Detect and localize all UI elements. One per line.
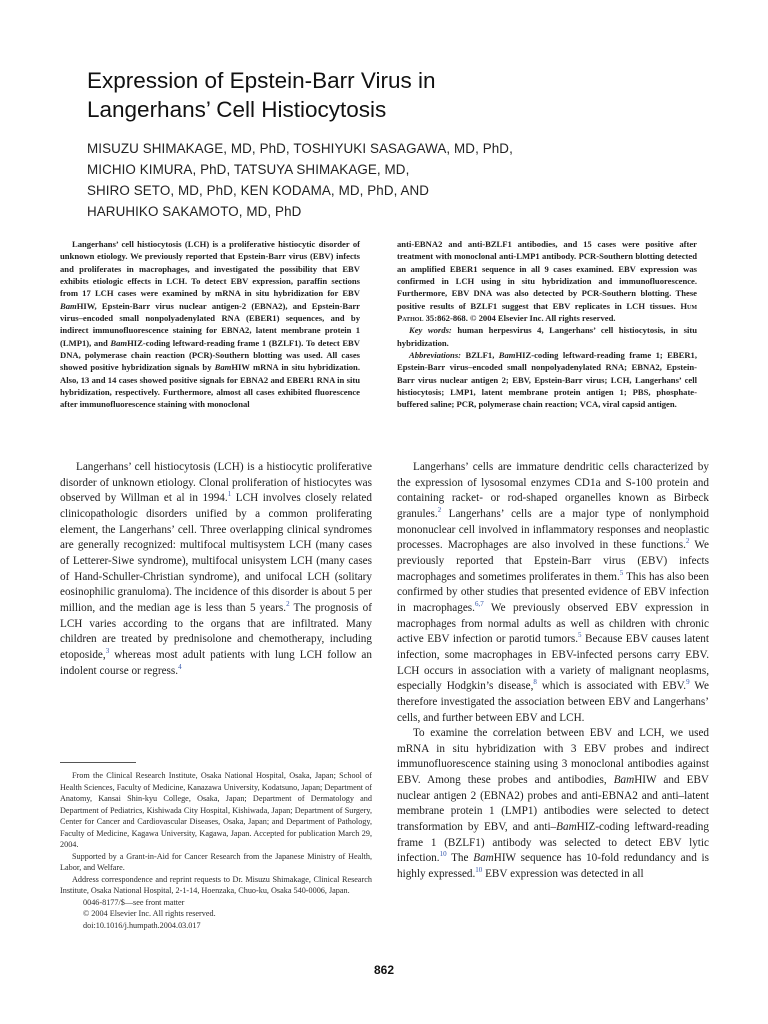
body-italic: Bam [556, 821, 577, 834]
author-line: SHIRO SETO, MD, PhD, KEN KODAMA, MD, PhD, AND [87, 183, 430, 198]
journal-reference: Hum Pathol [397, 300, 697, 324]
title-line-2: Langerhans’ Cell Histiocytosis [87, 97, 387, 122]
abstract-text: HIW mRNA in situ hybridization. Also, 13 and 14 cases showed positive signals for EBNA2 and EBER1 RNA in situ hybridization, respectively. Furthermore, almost all cases exhibited fluorescence after immunofluorescence staining with monoclonal [60, 362, 360, 410]
abstract-text: HIW, Epstein-Barr virus nuclear antigen-2 (EBNA2), and Epstein-Barr virus–encoded small nonpolyadenylated RNA (EBER1) sequences, and by indirect immunofluorescence staining for EBNA2, latent membrane protein 1 (LMP1), and [60, 300, 360, 348]
body-column-left [60, 460, 372, 679]
keywords-label: Key words: [409, 325, 452, 336]
body-text: HIW and EBV nuclear antigen 2 (EBNA2) probes and anti-EBNA2 and anti–latent membrane protein 1 (LMP1) antibodies were selected to detect transformation by EBV, and anti– [397, 774, 709, 834]
body-text: We therefore investigated the association between EBV and Langerhans’ cells, and further between EBV and LCH. [397, 680, 709, 724]
abbreviations-text: HIZ-coding leftward-reading frame 1; EBER1, Epstein-Barr virus–encoded small nonpolyadenylated RNA; EBNA2, Epstein-Barr virus nuclear antigen 2; EBV, Epstein-Barr virus; LCH, Langerhans’ cell histiocytosis; LMP1, latent membrane protein antigen 1; PBS, phosphate-buffered saline; PCR, polymerase chain reaction; VCA, viral capsid antigen. [397, 350, 698, 410]
body-text: Langerhans’ cells are a major type of nonlymphoid mononuclear cell involved in inflammatory responses and neoplastic processes. Macrophages are also involved in these functions. [397, 507, 709, 552]
body-paragraph [397, 460, 709, 726]
author-list [87, 138, 707, 222]
abstract-text: Langerhans’ cell histiocytosis (LCH) is a proliferative histiocytic disorder of unknown etiology. We previously reported that Epstein-Barr virus (EBV) infects and proliferates in macrophages, and investigated the possibility that EBV exhibits etiologic effects in LCH. To detect EBV expression, paraffin sections from 17 LCH cases were examined by mRNA in situ hybridization for EBV [60, 239, 360, 299]
keywords [397, 324, 697, 349]
footnote-block [60, 770, 372, 931]
body-text: HIZ-coding leftward-reading frame 1 (BZLF1) antibody was selected to detect EBV lytic infection. [397, 821, 709, 865]
doi-link[interactable]: doi:10.1016/j.humpath.2004.03.017 [83, 920, 201, 930]
reference-link[interactable]: 6,7 [474, 599, 484, 608]
abstract-italic: Bam [110, 337, 128, 348]
keywords-text: human herpesvirus 4, Langerhans’ cell histiocytosis, in situ hybridization. [397, 325, 697, 348]
body-text: To examine the correlation between EBV and LCH, we used mRNA in situ hybridization with 3 EBV probes and indirect immunofluorescence staining using 3 monoclonal antibodies against EBV. Among these probes and antibodies, [397, 727, 709, 787]
reference-link[interactable]: 2 [286, 599, 290, 608]
author-line: HARUHIKO SAKAMOTO, MD, PhD [87, 204, 302, 219]
affiliation-note: From the Clinical Research Institute, Osaka National Hospital, Osaka, Japan; School of Health Sciences, Faculty of Medicine, Kanazawa University, Kodatsuno, Japan; Department of Anatomy, Kansai Shin-kyu College, Osaka, Japan; Department of Dermatology and Department of Pediatrics, Kishiwada City Hospital, Kishiwada, Japan; Department of Surgery, Center for Cancer and Cardiovascular Diseases, Osaka, Japan; and Department of Pathology, Faculty of Medicine, Kagawa University, Kagawa, Japan. Accepted for publication March 29, 2004. [60, 771, 372, 849]
abstract-italic: Bam [60, 300, 77, 311]
reference-link[interactable]: 3 [105, 646, 110, 655]
copyright-note: © 2004 Elsevier Inc. All rights reserved. [83, 909, 216, 918]
body-text: Langerhans’ cell histiocytosis (LCH) is a histiocytic proliferative disorder of unknown etiology. Clonal proliferation of histiocytes was observed by Willman et al in 1994. [60, 461, 372, 505]
footnote-divider [60, 762, 136, 763]
author-line: MICHIO KIMURA, PhD, TATSUYA SHIMAKAGE, MD, [87, 162, 410, 177]
body-paragraph [60, 460, 372, 679]
title-line-1: Expression of Epstein-Barr Virus in [87, 68, 436, 93]
body-column-right [397, 460, 709, 883]
abbreviations [397, 349, 697, 411]
body-italic: Bam [613, 774, 635, 787]
correspondence-note: Address correspondence and reprint requests to Dr. Misuzu Shimakage, Clinical Research Institute, Osaka National Hospital, 2-1-14, Hoenzaka, Chuo-ku, Osaka 540-0006, Japan. [60, 874, 372, 895]
reference-link[interactable]: 2 [437, 505, 442, 514]
body-text: LCH involves closely related clinicopathologic disorders unified by a common proliferating element, the Langerhans’ cell. Three overlapping clinical syndromes are generally recognized: multifocal multisystem LCH (many cases of Letterer-Siwe syndrome), multifocal unisystem LCH (many cases of Hand-Schuller-Christian syndrome), and unifocal LCH (solitary eosinophilic granuloma). The incidence of this disorder is about 5 per million, and the median age is less than 5 years. [60, 492, 372, 614]
body-text: This has also been confirmed by other studies that presented evidence of EBV infection in macrophages. [397, 570, 709, 614]
abstract-paragraph [60, 238, 360, 411]
reference-link[interactable]: 9 [686, 678, 690, 687]
reference-link[interactable]: 10 [439, 850, 447, 859]
body-paragraph [397, 726, 709, 883]
body-text: which is associated with EBV. [536, 680, 687, 693]
abstract-paragraph [397, 238, 697, 324]
reference-link[interactable]: 5 [578, 631, 582, 640]
body-text: The [446, 852, 474, 865]
body-text: Langerhans’ cells are immature dendritic cells characterized by the expression of lysosomal enzymes CD1a and S-100 protein and containing racket- or rod-shaped organelles known as Birbeck granules. [397, 461, 709, 520]
abstract-text: HIZ-coding leftward-reading frame 1 (BZLF1). To detect EBV DNA, polymerase chain reaction (PCR)-Southern blotting was used. All cases showed positive hybridization signals by [60, 337, 360, 373]
reference-link[interactable]: 1 [227, 490, 232, 499]
body-text: We previously observed EBV expression in macrophages from normal adults as well as children with chronic active EBV infection or parotid tumors. [397, 601, 709, 646]
abbreviations-label: Abbreviations: [409, 350, 462, 361]
grant-note: Supported by a Grant-in-Aid for Cancer Research from the Japanese Ministry of Health, Labor, and Welfare. [60, 851, 372, 872]
body-text: HIW sequence has 10-fold redundancy and is highly expressed. [397, 852, 709, 881]
body-text: whereas most adult patients with lung LCH follow an indolent course or regress. [60, 648, 372, 677]
reference-link[interactable]: 5 [619, 568, 624, 577]
author-line: MISUZU SHIMAKAGE, MD, PhD, TOSHIYUKI SASAGAWA, MD, PhD, [87, 141, 513, 156]
abbreviations-text: BZLF1, [461, 350, 499, 361]
body-italic: Bam [473, 852, 494, 865]
abstract-column-right [397, 238, 697, 411]
abstract-text: 35:862-868. © 2004 Elsevier Inc. All rights reserved. [423, 313, 616, 324]
body-text: We previously reported that Epstein-Barr virus (EBV) infects macrophages and sometimes proliferates in them. [397, 539, 709, 583]
body-text: Because EBV causes latent infection, some macrophages in EBV-infected persons carry EBV. LCH occurs in association with a variety of malignant neoplasms, especially Hodgkin’s disease, [397, 633, 709, 693]
abstract-text: anti-EBNA2 and anti-BZLF1 antibodies, and 15 cases were positive after treatment with monoclonal anti-LMP1 antibody. PCR-Southern blotting detected an amplified EBER1 sequence in all 9 cases examined. EBV expression was confirmed in LCH using in situ hybridization and immunofluorescence. Furthermore, EBV DNA was also detected by PCR-Southern blotting. These positive results of BZLF1 suggest that EBV replicates in LCH tissues. [397, 239, 697, 311]
reference-link[interactable]: 4 [178, 662, 182, 671]
page-number: 862 [373, 963, 395, 977]
article-title [87, 66, 707, 124]
body-text: EBV expression was detected in all [482, 868, 644, 881]
reference-link[interactable]: 8 [533, 678, 537, 687]
body-text: The prognosis of LCH varies according to the organs that are infiltrated. Many children are treated by prednisolone and chemotherapy, including etoposide, [60, 601, 372, 661]
reference-link[interactable]: 10 [475, 866, 483, 875]
issn-note: 0046-8177/$—see front matter [83, 897, 185, 907]
abstract-italic: Bam [498, 350, 516, 361]
abstract-italic: Bam [214, 362, 232, 373]
reference-link[interactable]: 2 [685, 537, 690, 546]
abstract-column-left [60, 238, 360, 411]
